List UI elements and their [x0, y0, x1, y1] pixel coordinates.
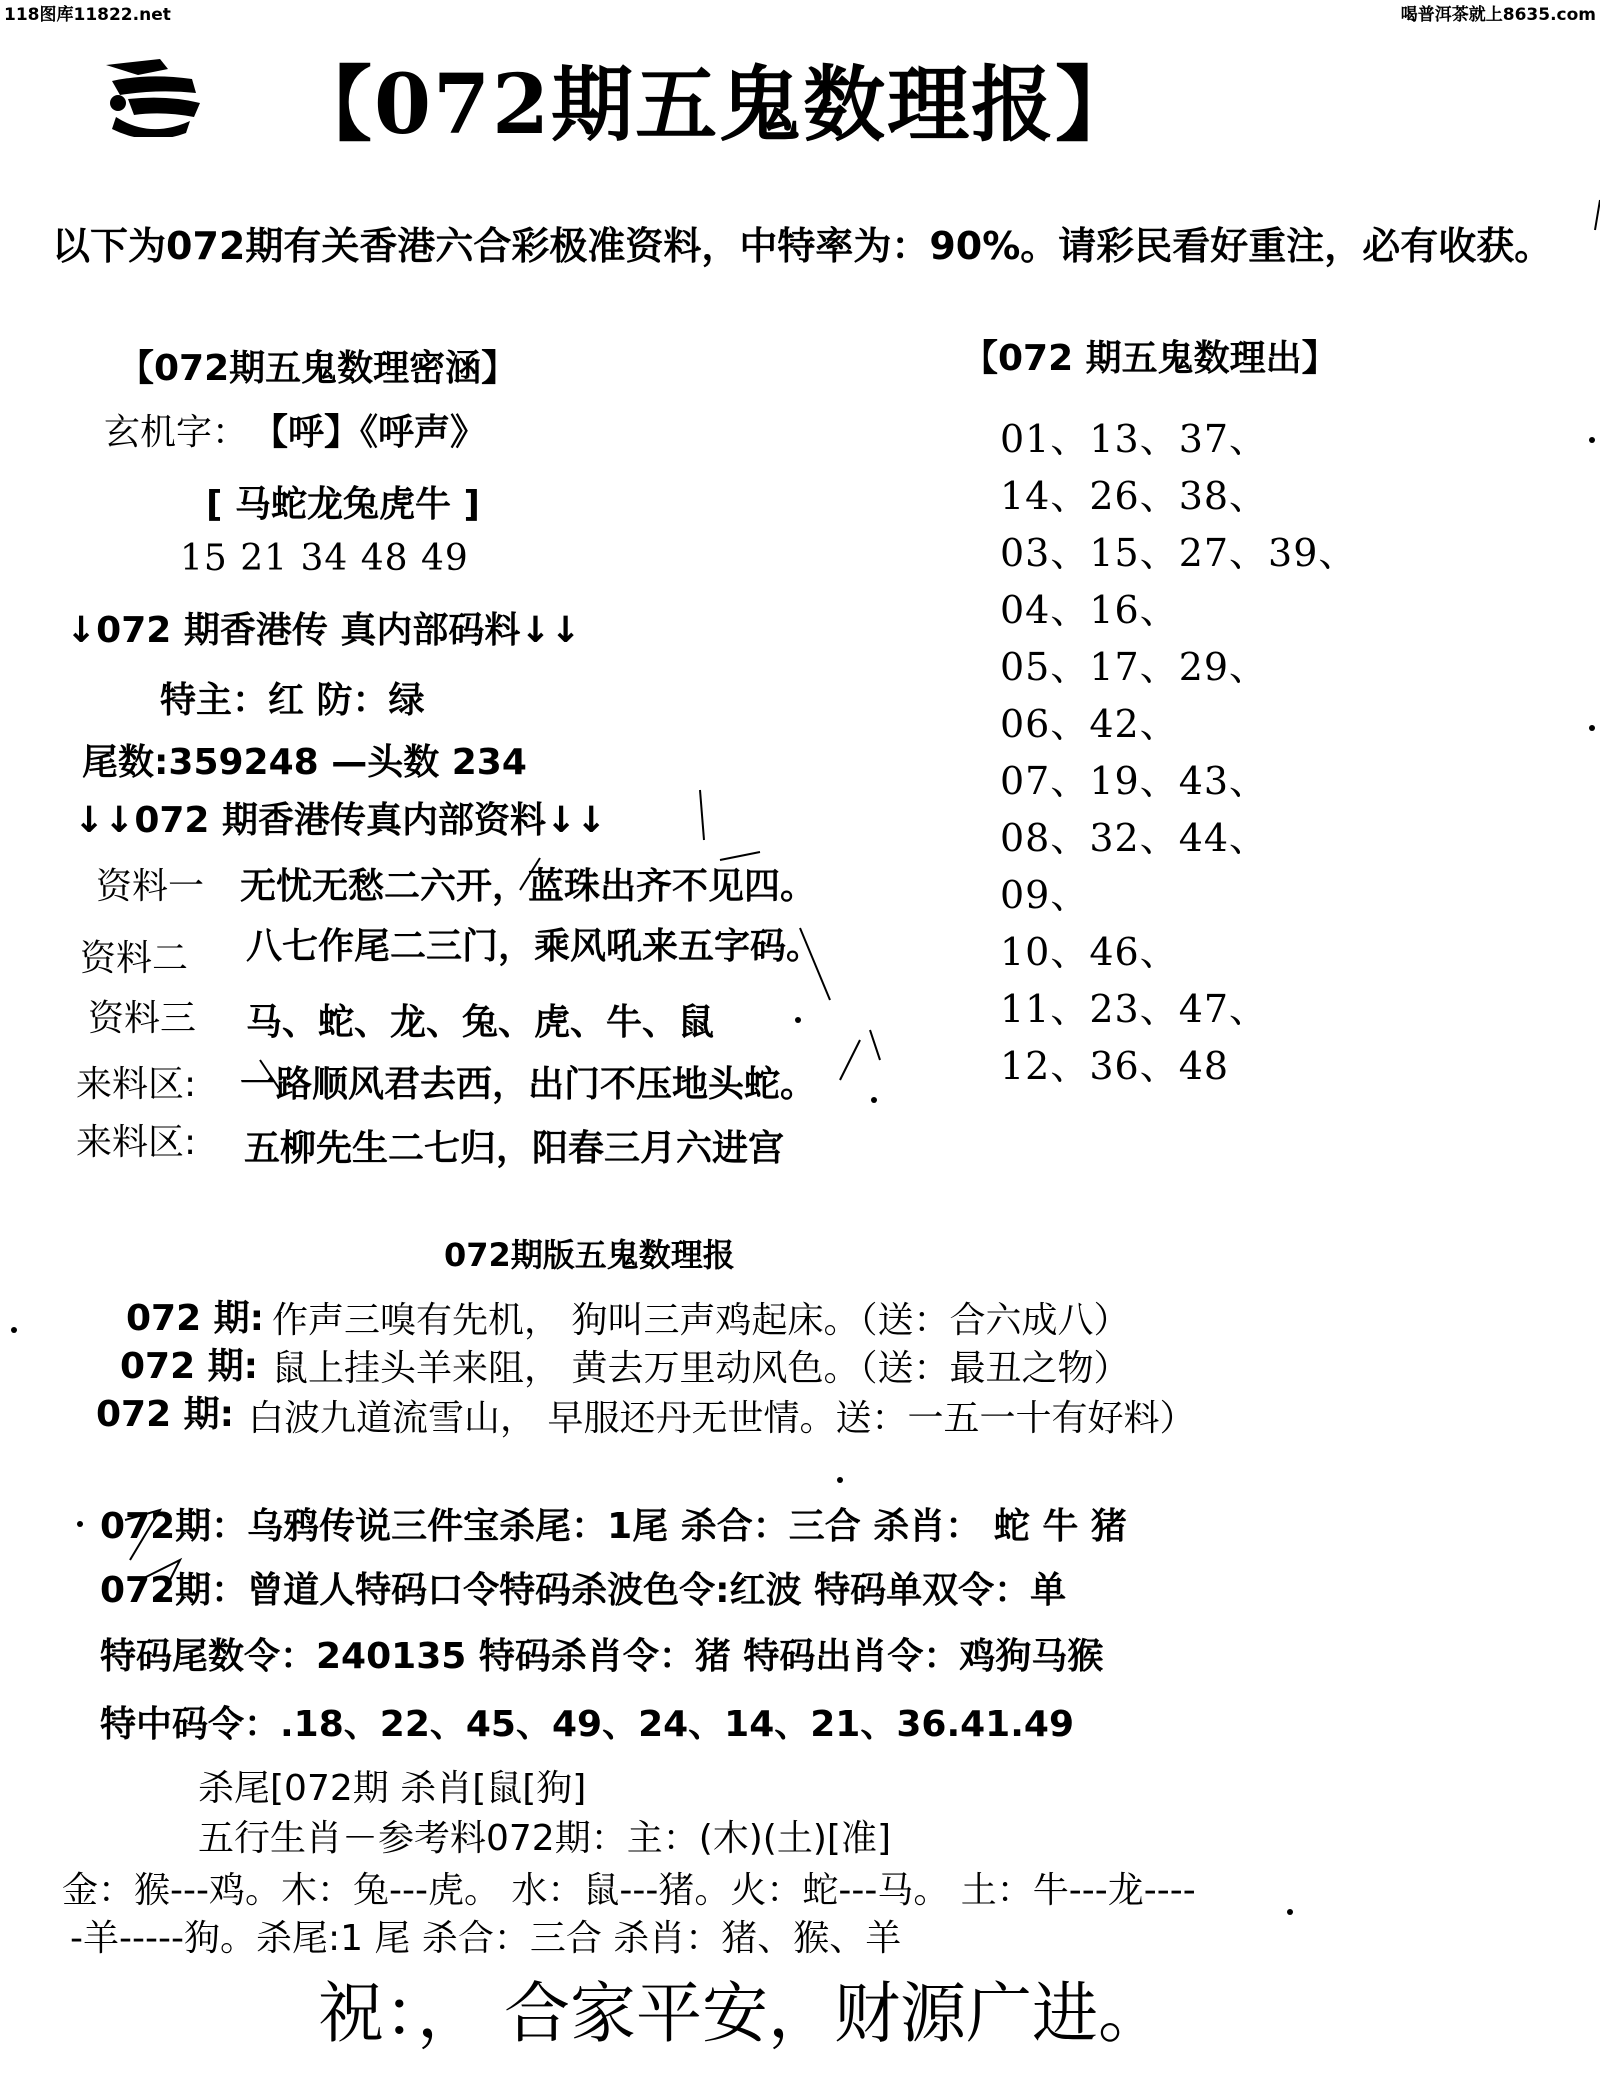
info-row-2-label: 资料二: [80, 938, 189, 979]
output-header: 【072 期五鬼数理出】: [962, 338, 1338, 379]
info-row-5-text: 五柳先生二七归，阳春三月六进宫: [244, 1128, 785, 1169]
middle-line-1-label: 072 期:: [126, 1298, 265, 1339]
mystic-label: 玄机字：: [104, 412, 249, 453]
info-row-1-label: 资料一: [96, 866, 205, 907]
internal-info-header: ↓↓072 期香港传真内部资料↓↓: [74, 800, 607, 841]
output-row: 08、32、44、: [1000, 816, 1269, 860]
brush-seal-logo: [98, 55, 206, 137]
output-row: 14、26、38、: [1000, 474, 1269, 518]
output-row: 05、17、29、: [1000, 645, 1269, 689]
blessing-line: 祝：， 合家平安，财源广进。: [318, 1975, 1164, 2052]
special-color: 特主：红 防：绿: [160, 680, 425, 721]
command-line-2: 072期：曾道人特码口令特码杀波色令:红波 特码单双令：单: [100, 1570, 1067, 1611]
secret-header: 【072期五鬼数理密涵】: [118, 348, 518, 389]
kill-tail-line: 杀尾[072期 杀肖[鼠[狗]: [198, 1768, 587, 1809]
output-row: 09、: [1000, 873, 1090, 917]
five-elements-line: 五行生肖－参考料072期：主：(木)(土)[准]: [198, 1818, 891, 1859]
middle-line-3-label: 072 期:: [96, 1394, 235, 1435]
output-row: 01、13、37、: [1000, 417, 1269, 461]
mystic-value: 【呼】《呼声》: [252, 412, 487, 453]
output-row: 03、15、27、39、: [1000, 531, 1358, 575]
info-row-1-text: 无忧无愁二六开，蓝珠出齐不见四。: [240, 866, 817, 907]
output-row: 04、16、: [1000, 588, 1179, 632]
info-row-4-text: 一路顺风君去西，出门不压地头蛇。: [240, 1064, 817, 1105]
middle-header: 072期版五鬼数理报: [444, 1236, 735, 1274]
info-row-2-text: 八七作尾二三门，乘风吼来五字码。: [246, 926, 823, 967]
command-line-1: 072期：乌鸦传说三件宝杀尾：1尾 杀合：三合 杀肖： 蛇 牛 猪: [100, 1506, 1127, 1547]
intro-paragraph: 以下为072期有关香港六合彩极准资料，中特率为：90%。请彩民看好重注，必有收获。: [52, 224, 1553, 268]
middle-line-2-label: 072 期:: [120, 1346, 259, 1387]
tail-head-numbers: 尾数:359248 —头数 234: [82, 742, 527, 783]
middle-line-3-text: 白波九道流雪山， 早服还丹无世情。送：一五一十有好料）: [248, 1398, 1196, 1439]
elements-line-2: -羊-----狗。杀尾:1 尾 杀合：三合 杀肖：猪、猴、羊: [70, 1918, 902, 1959]
info-row-4-label: 来料区:: [76, 1064, 197, 1105]
page-title: 【072期五鬼数理报】: [290, 57, 1140, 153]
secret-numbers: 15 21 34 48 49: [180, 538, 469, 579]
command-line-3: 特码尾数令：240135 特码杀肖令：猪 特码出肖令：鸡狗马猴: [100, 1636, 1104, 1677]
output-row: 07、19、43、: [1000, 759, 1269, 803]
corner-site-right: 喝普洱茶就上8635.com: [1400, 5, 1596, 25]
output-row: 12、36、48: [1000, 1044, 1230, 1088]
middle-line-1-text: 作声三嗅有先机， 狗叫三声鸡起床。（送：合六成八）: [272, 1300, 1130, 1341]
info-row-3-label: 资料三: [88, 998, 197, 1039]
command-line-4: 特中码令：.18、22、45、49、24、14、21、36.41.49: [100, 1704, 1075, 1745]
middle-line-2-text: 鼠上挂头羊来阻， 黄去万里动风色。（送：最丑之物）: [272, 1348, 1130, 1389]
zodiac-line: [ 马蛇龙兔虎牛 ]: [206, 484, 480, 525]
info-row-3-text: 马、蛇、龙、兔、虎、牛、鼠: [246, 1002, 715, 1043]
info-row-5-label: 来料区:: [76, 1122, 197, 1163]
corner-site-left: 118图库11822.net: [4, 5, 171, 25]
output-row: 11、23、47、: [1000, 987, 1269, 1031]
output-row: 10、46、: [1000, 930, 1179, 974]
internal-code-header: ↓072 期香港传 真内部码料↓↓: [66, 610, 581, 651]
output-row: 06、42、: [1000, 702, 1179, 746]
elements-line-1: 金：猴---鸡。木：兔---虎。 水：鼠---猪。火：蛇---马。 土：牛---龙----: [62, 1870, 1196, 1911]
